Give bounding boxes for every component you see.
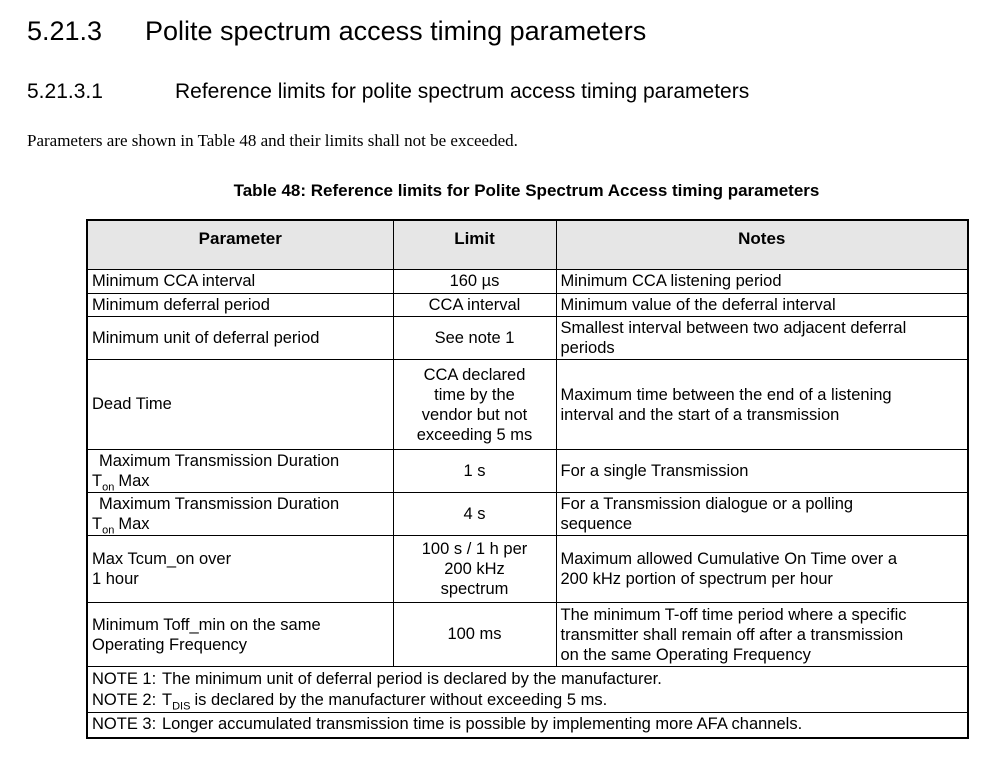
- note-1: [92, 669, 963, 690]
- limit-cell: 100 ms: [393, 603, 556, 667]
- notes-cell: Maximum allowed Cumulative On Time over a 200 kHz portion of spectrum per hour: [556, 536, 968, 603]
- param-cell: Dead Time: [87, 360, 393, 450]
- subsection-number: 5.21.3.1: [27, 80, 103, 104]
- limit-cell: 1 s: [393, 450, 556, 493]
- section-number: 5.21.3: [27, 16, 103, 46]
- note-3-label: NOTE 3:: [92, 715, 157, 734]
- table-row: [87, 270, 968, 294]
- table-row: [87, 360, 968, 450]
- subsection-title: Reference limits for polite spectrum access timing parameters: [175, 80, 750, 104]
- param-cell: Max Tcum_on over 1 hour: [87, 536, 393, 603]
- notes-cell: For a Transmission dialogue or a polling sequence: [556, 493, 968, 536]
- notes-cell: The minimum T-off time period where a specific transmitter shall remain off after a transmission on the same Operating Frequency: [556, 603, 968, 667]
- timing-parameters-table: [86, 219, 969, 739]
- limit-cell: 160 µs: [393, 270, 556, 294]
- header-limit: Limit: [393, 220, 556, 270]
- note-2: [92, 690, 963, 711]
- notes-cell: Smallest interval between two adjacent deferral periods: [556, 317, 968, 360]
- note-2-text: $T_{DIS}$ is declared by the manufacturer without exceeding 5 ms.: [162, 690, 608, 712]
- notes-row-1-2: [87, 667, 968, 713]
- param-cell: Maximum Transmission Duration $T_{on}$ Max: [87, 493, 393, 536]
- intro-paragraph: Parameters are shown in Table 48 and their limits shall not be exceeded.: [27, 131, 518, 151]
- notes-cell: Minimum CCA listening period: [556, 270, 968, 294]
- note-1-label: NOTE 1:: [92, 669, 157, 688]
- table-row: [87, 450, 968, 493]
- param-symbol-line: $T_{on}$ Max: [92, 472, 150, 493]
- header-notes: Notes: [556, 220, 968, 270]
- limit-cell: 100 s / 1 h per 200 kHz spectrum: [393, 536, 556, 603]
- param-cell: Maximum Transmission Duration $T_{on}$ Max: [87, 450, 393, 493]
- notes-cell: Minimum value of the deferral interval: [556, 294, 968, 317]
- note-3: [92, 714, 963, 735]
- header-row: [87, 220, 968, 270]
- param-cell: Minimum deferral period: [87, 294, 393, 317]
- table-row: [87, 317, 968, 360]
- table-row: [87, 493, 968, 536]
- notes-cell: For a single Transmission: [556, 450, 968, 493]
- limit-cell: CCA interval: [393, 294, 556, 317]
- note-2-label: NOTE 2:: [92, 690, 157, 709]
- limit-cell: See note 1: [393, 317, 556, 360]
- section-title: Polite spectrum access timing parameters: [145, 16, 647, 46]
- note-1-text: The minimum unit of deferral period is declared by the manufacturer.: [162, 669, 662, 688]
- note-3-text: Longer accumulated transmission time is possible by implementing more AFA channels.: [162, 715, 803, 734]
- notes-cell: Maximum time between the end of a listening interval and the start of a transmission: [556, 360, 968, 450]
- table-row: [87, 536, 968, 603]
- limit-cell: CCA declared time by the vendor but not exceeding 5 ms: [393, 360, 556, 450]
- notes-row-3: [87, 713, 968, 738]
- table-row: [87, 294, 968, 317]
- param-cell: Minimum unit of deferral period: [87, 317, 393, 360]
- subsection-heading: [27, 80, 996, 104]
- limit-cell: 4 s: [393, 493, 556, 536]
- param-cell: Minimum Toff_min on the same Operating Frequency: [87, 603, 393, 667]
- header-parameter: Parameter: [87, 220, 393, 270]
- section-heading: [27, 16, 996, 47]
- table-caption: Table 48: Reference limits for Polite Spectrum Access timing parameters: [233, 180, 820, 200]
- param-symbol-line: $T_{on}$ Max: [92, 515, 150, 536]
- param-cell: Minimum CCA interval: [87, 270, 393, 294]
- table-row: [87, 603, 968, 667]
